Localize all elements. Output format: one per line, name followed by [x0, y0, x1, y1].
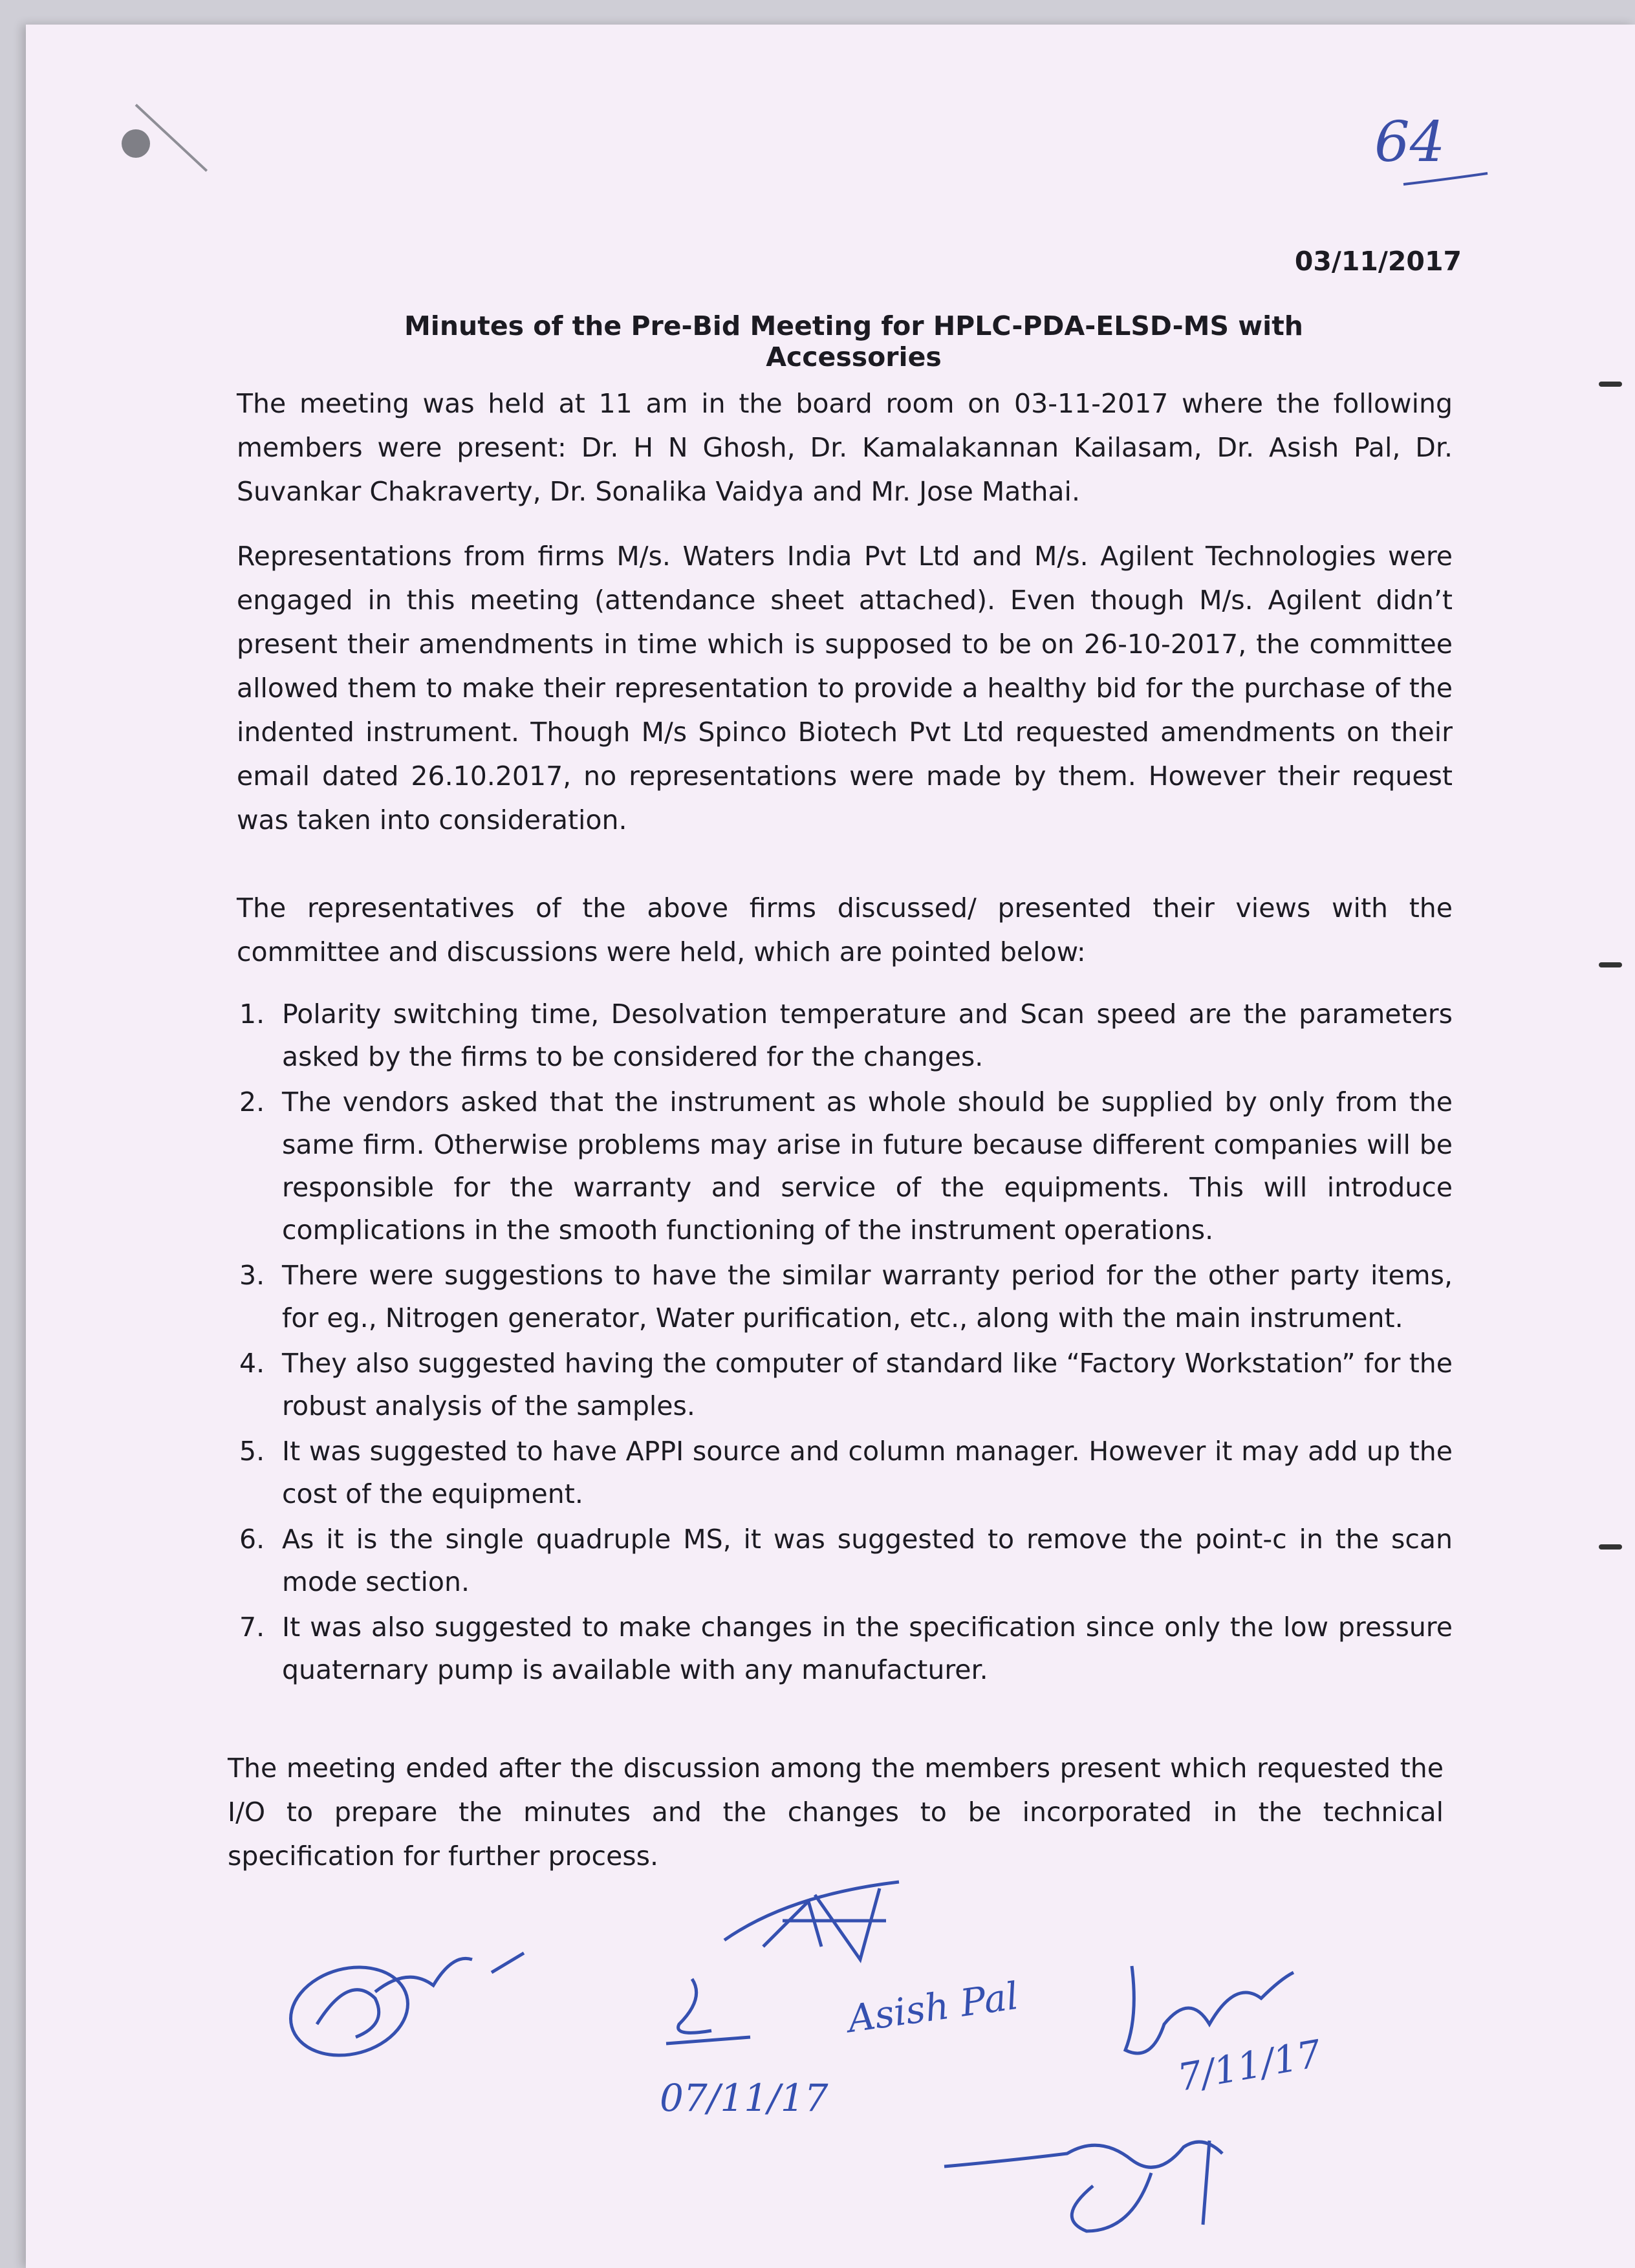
- list-item-text: Polarity switching time, Desolvation temperature and Scan speed are the parameters asked by the firms to be considered for the changes.: [282, 999, 1453, 1072]
- handwritten-page-number: 64: [1374, 110, 1446, 175]
- list-item: [226, 1342, 1453, 1427]
- list-item: [226, 1254, 1453, 1339]
- list-item: [226, 1606, 1453, 1691]
- list-item-text: There were suggestions to have the similar warranty period for the other party items, for eg., Nitrogen generator, Water purification, etc., along with the main instrument.: [282, 1260, 1453, 1334]
- discussion-intro-paragraph: The representatives of the above firms discussed/ presented their views with the committee and discussions were held, which are pointed below:: [237, 892, 1453, 967]
- signature-5: [938, 2121, 1274, 2251]
- list-item-text: It was suggested to have APPI source and column manager. However it may add up the cost of the equipment.: [282, 1436, 1453, 1509]
- list-item-text: It was also suggested to make changes in the specification since only the low pressure quaternary pump is available with any manufacturer.: [282, 1612, 1453, 1685]
- list-item-number: 4.: [239, 1348, 265, 1379]
- signature-name-asish-pal: Asish Pal: [845, 1973, 1021, 2042]
- list-item-number: 6.: [239, 1524, 265, 1555]
- list-item-text: As it is the single quadruple MS, it was suggested to remove the point-c in the scan mode section.: [282, 1524, 1453, 1597]
- list-item: [226, 993, 1453, 1078]
- list-item-number: 5.: [239, 1436, 265, 1467]
- closing-paragraph: The meeting ended after the discussion among the members present which requested the I/O to prepare the minutes and the changes to be incorporated in the technical specification for further process.: [228, 1753, 1444, 1872]
- signature-date-1: 07/11/17: [660, 2076, 828, 2120]
- signature-1: [278, 1927, 550, 2082]
- signature-3: [653, 1966, 757, 2057]
- list-item-number: 2.: [239, 1086, 265, 1118]
- list-item-text: The vendors asked that the instrument as whole should be supplied by only from the same firm. Otherwise problems may arise in future because different companies will be responsible for the warranty and service of the equipments. This will introduce complications in the smooth functioning of the instrument operations.: [282, 1086, 1453, 1246]
- signature-2: [711, 1869, 918, 1972]
- document-title: Minutes of the Pre-Bid Meeting for HPLC-PDA-ELSD-MS with Accessories: [404, 310, 1304, 373]
- list-item-text: They also suggested having the computer of standard like “Factory Workstation” for the robust analysis of the samples.: [282, 1348, 1453, 1421]
- list-item: [226, 1081, 1453, 1251]
- page-number-underline: [1378, 155, 1494, 194]
- list-item: [226, 1518, 1453, 1603]
- list-item-number: 1.: [239, 999, 265, 1030]
- list-item-number: 3.: [239, 1260, 265, 1291]
- list-item-number: 7.: [239, 1612, 265, 1643]
- representations-paragraph: Representations from firms M/s. Waters India Pvt Ltd and M/s. Agilent Technologies were engaged in this meeting (attendance sheet attached). Even though M/s. Agilent didn’t present their amendments in time which is supposed to be on 26-10-2017, the committee allowed them to make their representation to provide a healthy bid for the purchase of the indented instrument. Though M/s Spinco Biotech Pvt Ltd requested amendments on their email dated 26.10.2017, no representations were made by them. However their request was taken into consideration.: [237, 541, 1453, 836]
- meeting-date: 03/11/2017: [1294, 246, 1462, 277]
- discussion-points-list: [226, 993, 1453, 1694]
- signature-date-2: 7/11/17: [1174, 2031, 1325, 2100]
- list-item: [226, 1430, 1453, 1515]
- attendance-paragraph: The meeting was held at 11 am in the board room on 03-11-2017 where the following members were present: Dr. H N Ghosh, Dr. Kamalakannan Kailasam, Dr. Asish Pal, Dr. Suvankar Chakraverty, Dr. Sonalika Vaidya and Mr. Jose Mathai.: [237, 388, 1453, 507]
